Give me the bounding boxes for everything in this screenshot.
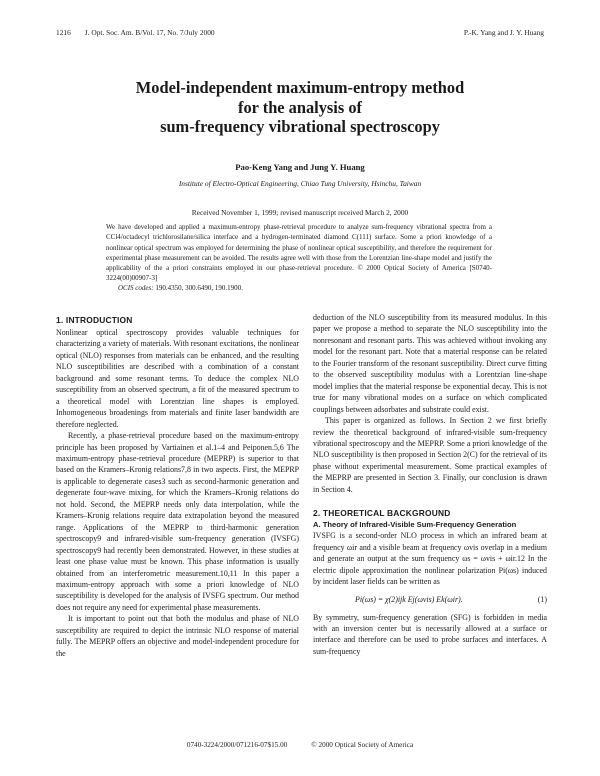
intro-paragraph-2: Recently, a phase-retrieval procedure based on the maximum-entropy principle has been proposed by Vartiainen et al.1–4 and Peiponen.5,6 The maximum-entropy phase-retrieval procedure (MEPRP) is superior to that based on the Kramers–Kronig relations7,8 in two aspects. First, the MEPRP is applicable to degenerate cases3 such as second-harmonic generation and degenerate four-wave mixing, for which the Kramers–Kronig relations do not hold. Second, the MEPRP needs only data interpolation, while the Kramers–Kronig relations require data extrapolation beyond the measured range. Applications of the MEPRP to third-harmonic generation spectroscopy9 and infrared-visible sum-frequency generation (IVSFG) spectroscopy9 had recently been demonstrated. However, in these studies at least one phase value must be known. This phase information is usually obtained from an interferometric measurement.10,11 In this paper a maximum-entropy approach with some a priori knowledge of NLO susceptibility is developed for the analysis of IVSFG spectrum. Our method does not require any need for experimental phase measurements. xyxy=(56,431,299,612)
ocis-codes xyxy=(118,283,498,293)
title-line-1: Model-independent maximum-entropy method xyxy=(135,78,465,97)
title-line-2: for the analysis of xyxy=(238,97,362,117)
author-list: Pao-Keng Yang and Jung Y. Huang xyxy=(235,162,365,172)
ocis-label: OCIS codes: xyxy=(118,284,154,292)
footer-code: 0740-3224/2000/071216-07$15.00 xyxy=(186,741,288,749)
intro-paragraph-4: deduction of the NLO susceptibility from its measured modulus. In this paper we propose a method to separate the NLO susceptibility into the nonresonant and resonant parts. This was achieved without invoking any model for the resonant part. Note that a material response can be related to the Fourier transform of the resonant susceptibility. Direct curve fitting to the observed susceptibility modulus with a Lorentzian line-shape model implies that the material response be exponential decay. This is not true for many vibrational modes on a surface on which complicated couplings between adsorbates and substrate could exist. xyxy=(313,313,547,414)
journal-citation: J. Opt. Soc. Am. B/Vol. 17, No. 7/July 2000 xyxy=(84,28,215,37)
right-column xyxy=(313,312,547,657)
equation-1 xyxy=(313,590,547,610)
page-footer xyxy=(56,740,544,751)
affiliation: Institute of Electro-Optical Engineering, Chiao Tung University, Hsinchu, Taiwan xyxy=(178,179,422,188)
intro-paragraph-3: It is important to point out that both the modulus and phase of NLO susceptibility are required to depict the intrinsic NLO response of material fully. The MEPRP offers an objective and model-independent procedure for the xyxy=(56,614,299,658)
abstract: We have developed and applied a maximum-entropy phase-retrieval procedure to analyze sum-frequency vibrational spectra from a CCl4/octadecyl trichlorosilane/silica interface and a hydrogen-terminated diamond C(111) surface. Some a priori knowledge of a nonlinear optical spectrum was employed for determining the phase of nonlinear optical susceptibility, and therefore the requirement for experimental phase measurement can be avoided. The results agree well with those from the Lorentzian line-shape model and justify the applicability of the a priori constraints employed in our phase-retrieval procedure. © 2000 Optical Society of America [S0740-3224(00)00907-3] xyxy=(106,223,492,283)
footer-copyright: © 2000 Optical Society of America xyxy=(311,741,414,749)
subsection-heading-ivsfg: A. Theory of Infrared-Visible Sum-Frequency Generation xyxy=(313,520,517,530)
section-heading-introduction: 1. INTRODUCTION xyxy=(56,315,133,325)
paper-title xyxy=(60,78,540,137)
running-head-authors: P.-K. Yang and J. Y. Huang xyxy=(463,28,544,37)
equation-body: Pi(ωs) = χ(2)ijk Ej(ωvis) Ek(ωir). xyxy=(355,594,463,604)
theory-paragraph-1: IVSFG is a second-order NLO process in which an infrared beam at frequency ωir and a visible beam at frequency ωvis overlap in a medium and generate an output at the sum frequency ωs = ωvis + ωir.12 In the electric dipole approximation the nonlinear polarization Pi(ωs) induced by incident laser fields can be written as xyxy=(313,531,547,587)
page-number: 1216 xyxy=(56,28,71,37)
title-line-3: sum-frequency vibrational spectroscopy xyxy=(160,117,440,136)
ocis-values: 190.4350, 300.6490, 190.1900. xyxy=(155,284,243,292)
theory-paragraph-2: By symmetry, sum-frequency generation (SFG) is forbidden in media with an inversion center but is necessarily allowed at a surface or interface and therefore can be used to probe surfaces and interfaces. A sum-frequency xyxy=(313,612,547,656)
intro-paragraph-1: Nonlinear optical spectroscopy provides valuable techniques for characterizing a variety of materials. With resonant excitations, the nonlinear optical (NLO) responses from materials can be enhanced, and the resulting NLO susceptibilities are described with a combination of a constant background and some resonant terms. To deduce the complex NLO susceptibility from an observed spectrum, a fit of the measured spectrum to a theoretical model with Lorentzian line shapes is employed. Inhomogeneous broadenings from materials and finite laser bandwidth are therefore neglected. xyxy=(56,328,299,429)
section-heading-theory: 2. THEORETICAL BACKGROUND xyxy=(313,508,451,519)
equation-number: (1) xyxy=(537,594,547,604)
left-column xyxy=(56,312,299,659)
intro-paragraph-5: This paper is organized as follows. In Section 2 we first briefly review the theoretical background of infrared-visible sum-frequency vibrational spectroscopy and the MEPRP. Some a priori knowledge of the NLO susceptibility is then proposed in Section 2(C) for the retrieval of its phase without experimental measurement. Some practical examples of the MEPRP are presented in Section 3. Finally, our conclusion is drawn in Section 4. xyxy=(313,416,547,494)
running-head xyxy=(56,27,544,39)
received-dates: Received November 1, 1999; revised manuscript received March 2, 2000 xyxy=(191,208,409,217)
running-head-left xyxy=(56,27,215,39)
